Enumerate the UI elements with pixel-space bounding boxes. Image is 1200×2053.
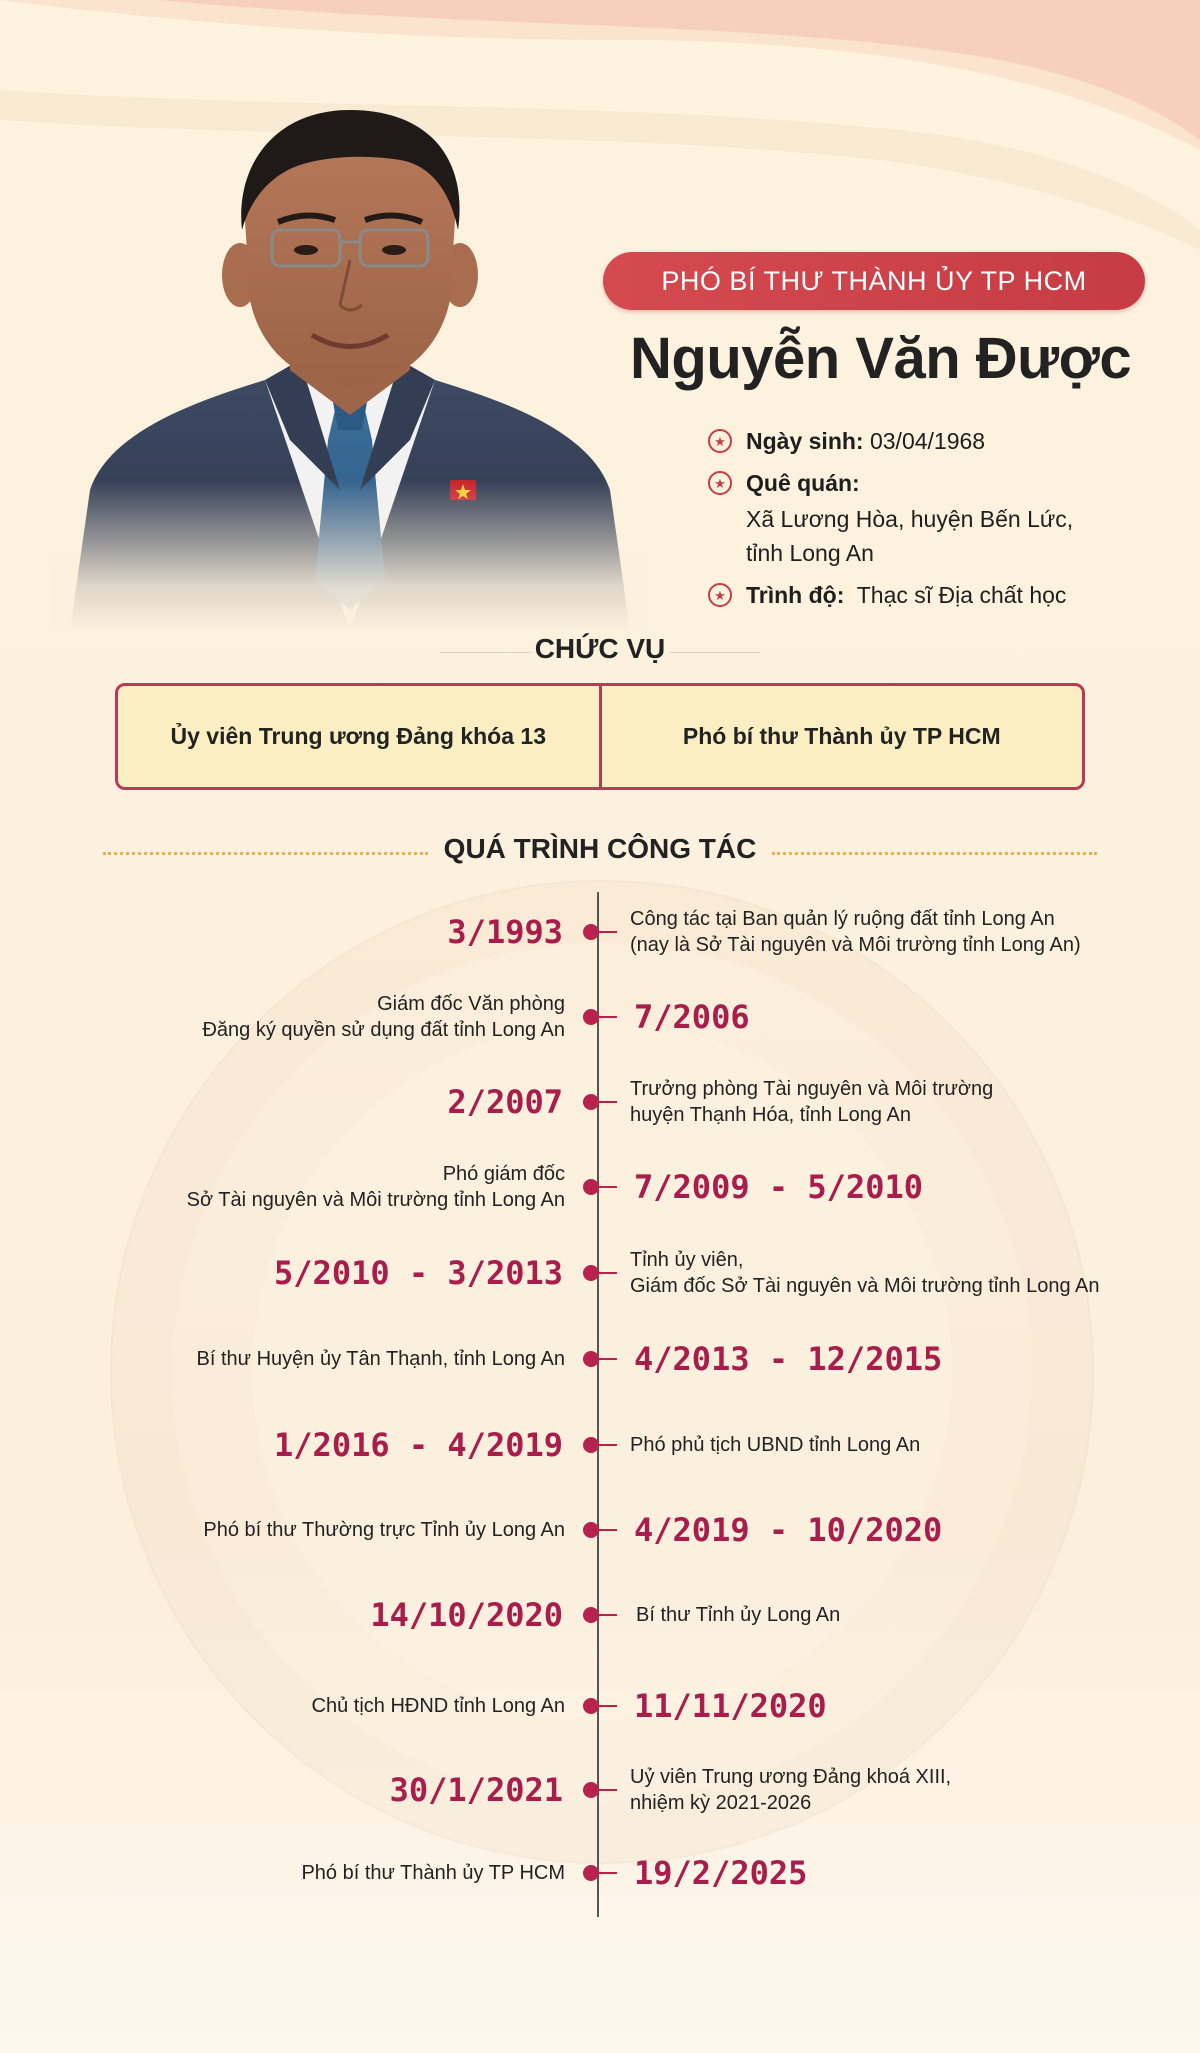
chuc-vu-item: Ủy viên Trung ương Đảng khóa 13: [170, 723, 546, 749]
timeline-date: 3/1993: [447, 913, 563, 951]
desc-line: Sở Tài nguyên và Môi trường tỉnh Long An: [186, 1189, 565, 1211]
hometown-label: Quê quán:: [746, 470, 860, 496]
timeline-tick: [591, 1614, 617, 1616]
timeline-desc: [630, 1076, 1170, 1128]
timeline-tick: [591, 931, 617, 933]
timeline-tick: [591, 1358, 617, 1360]
person-name: Nguyễn Văn Được: [630, 326, 1132, 391]
timeline-date: 7/2006: [634, 998, 750, 1036]
desc-line: Công tác tại Ban quản lý ruộng đất tỉnh Long An: [630, 908, 1055, 930]
timeline-desc: [630, 1764, 1170, 1816]
birth-label: Ngày sinh:: [746, 428, 864, 454]
timeline-tick: [591, 1272, 617, 1274]
desc-line: Uỷ viên Trung ương Đảng khoá XIII,: [630, 1766, 952, 1788]
timeline-tick: [591, 1529, 617, 1531]
position-pill: PHÓ BÍ THƯ THÀNH ỦY TP HCM: [603, 252, 1145, 310]
timeline-date: 1/2016 - 4/2019: [274, 1426, 563, 1464]
education-label: Trình độ:: [746, 582, 845, 608]
education-row: [708, 578, 1148, 612]
desc-line: Phó giám đốc: [442, 1163, 565, 1185]
timeline-date: 19/2/2025: [634, 1854, 808, 1892]
section-title-chuc-vu: CHỨC VỤ: [534, 633, 666, 664]
timeline-desc: [45, 991, 565, 1043]
desc-line: Đăng ký quyền sử dụng đất tỉnh Long An: [202, 1019, 565, 1041]
star-circle-icon: ★: [708, 429, 732, 453]
desc-line: huyện Thạnh Hóa, tỉnh Long An: [630, 1104, 911, 1126]
education-value: Thạc sĩ Địa chất học: [856, 582, 1067, 608]
timeline-desc: [45, 1693, 565, 1719]
desc-line: Phó bí thư Thường trực Tỉnh ủy Long An: [203, 1519, 565, 1541]
desc-line: Trưởng phòng Tài nguyên và Môi trường: [630, 1078, 994, 1100]
timeline-tick: [591, 1705, 617, 1707]
hometown-value: [708, 502, 1148, 570]
timeline-desc: [45, 1161, 565, 1213]
timeline-tick: [591, 1016, 617, 1018]
desc-line: Bí thư Huyện ủy Tân Thạnh, tỉnh Long An: [196, 1348, 565, 1370]
desc-line: (nay là Sở Tài nguyên và Môi trường tỉnh Long An): [630, 934, 1081, 956]
timeline-date: 11/11/2020: [634, 1687, 827, 1725]
desc-line: Chủ tịch HĐND tỉnh Long An: [311, 1695, 565, 1717]
timeline-tick: [591, 1186, 617, 1188]
timeline-tick: [591, 1872, 617, 1874]
desc-line: Bí thư Tỉnh ủy Long An: [636, 1604, 841, 1626]
timeline-desc: [45, 1517, 565, 1543]
timeline-desc: [45, 1860, 565, 1886]
hometown-line-2: tỉnh Long An: [746, 540, 874, 566]
timeline-tick: [591, 1789, 617, 1791]
timeline-desc: [630, 1247, 1170, 1299]
timeline-desc: [630, 906, 1170, 958]
desc-line: Phó bí thư Thành ủy TP HCM: [301, 1862, 565, 1884]
timeline-date: 14/10/2020: [370, 1596, 563, 1634]
timeline-date: 4/2013 - 12/2015: [634, 1340, 943, 1378]
timeline-desc: [45, 1346, 565, 1372]
timeline-date: 2/2007: [447, 1083, 563, 1121]
chuc-vu-item: Phó bí thư Thành ủy TP HCM: [599, 686, 1083, 787]
desc-line: Tỉnh ủy viên,: [630, 1249, 744, 1271]
section-title-qua-trinh: QUÁ TRÌNH CÔNG TÁC: [443, 833, 757, 864]
timeline-desc: [630, 1432, 1170, 1458]
timeline-date: 5/2010 - 3/2013: [274, 1254, 563, 1292]
chuc-vu-box: [115, 683, 1085, 790]
timeline-date: 4/2019 - 10/2020: [634, 1511, 943, 1549]
portrait-photo: [50, 110, 650, 630]
desc-line: Giám đốc Văn phòng: [377, 993, 565, 1015]
hometown-row: [708, 466, 1148, 500]
star-circle-icon: ★: [708, 583, 732, 607]
hometown-line-1: Xã Lương Hòa, huyện Bến Lức,: [746, 506, 1074, 532]
timeline-tick: [591, 1444, 617, 1446]
timeline-axis: [597, 892, 599, 1917]
timeline-desc: [636, 1602, 1176, 1628]
birth-row: [708, 424, 1148, 458]
desc-line: nhiệm kỳ 2021-2026: [630, 1792, 812, 1814]
personal-info: [708, 424, 1148, 620]
timeline-date: 30/1/2021: [389, 1771, 563, 1809]
timeline-date: 7/2009 - 5/2010: [634, 1168, 923, 1206]
dotted-divider: [772, 852, 1097, 855]
desc-line: Giám đốc Sở Tài nguyên và Môi trường tỉnh Long An: [630, 1275, 1100, 1297]
star-circle-icon: ★: [708, 471, 732, 495]
timeline-tick: [591, 1101, 617, 1103]
desc-line: Phó phủ tịch UBND tỉnh Long An: [630, 1434, 921, 1456]
birth-value: 03/04/1968: [869, 428, 986, 454]
dotted-divider: [103, 852, 428, 855]
